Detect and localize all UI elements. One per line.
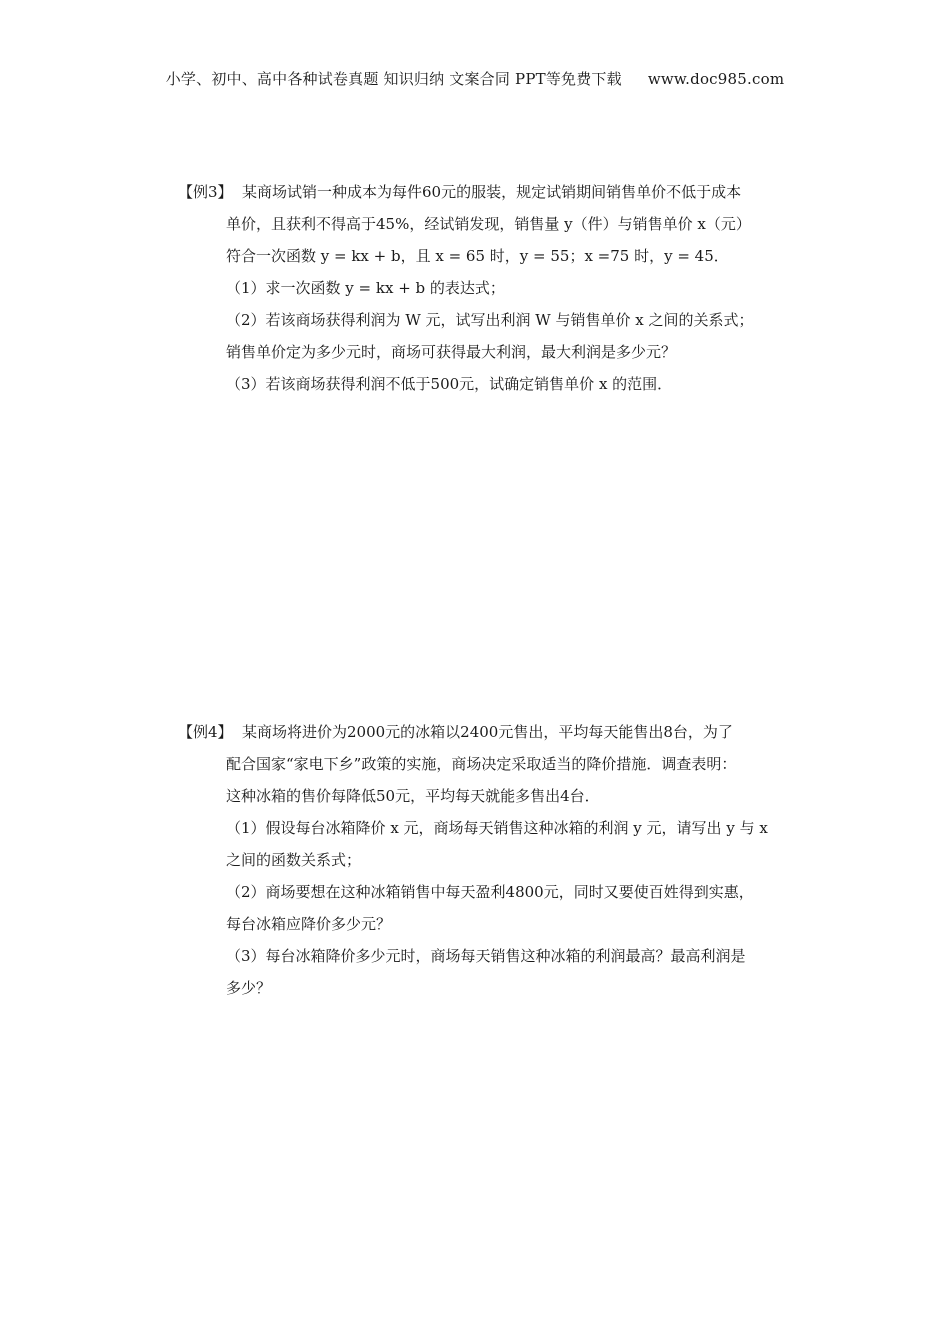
example-3-question-2-cont: 销售单价定为多少元时，商场可获得最大利润，最大利润是多少元？ (226, 343, 677, 361)
example-3-question-3: （3）若该商场获得利润不低于500元，试确定销售单价 x 的范围． (226, 375, 673, 393)
example-4-question-1-cont: 之间的函数关系式； (226, 851, 362, 869)
example-3-tag: 【例3】 (178, 183, 233, 201)
example-3-line-1: 【例3】 某商场试销一种成本为每件60元的服装，规定试销期间销售单价不低于成本 (178, 176, 818, 208)
header-text: 小学、初中、高中各种试卷真题 知识归纳 文案合同 PPT等免费下载 (165, 70, 622, 88)
header-url: www.doc985.com (647, 70, 785, 88)
example-4-question-3: （3）每台冰箱降价多少元时，商场每天销售这种冰箱的利润最高？最高利润是 (226, 947, 746, 965)
example-4-question-3-cont: 多少？ (226, 979, 272, 997)
page-header (0, 68, 950, 89)
example-4-question-1: （1）假设每台冰箱降价 x 元，商场每天销售这种冰箱的利润 y 元，请写出 y 与 x (226, 819, 768, 837)
example-4-line-2: 配合国家“家电下乡”政策的实施，商场决定采取适当的降价措施．调查表明： (226, 755, 737, 773)
example-3 (178, 176, 818, 400)
example-3-question-1: （1）求一次函数 y = kx + b 的表达式； (226, 279, 505, 297)
example-4-question-2-cont: 每台冰箱应降价多少元？ (226, 915, 392, 933)
example-4-tag: 【例4】 (178, 723, 233, 741)
example-4-line-1: 【例4】 某商场将进价为2000元的冰箱以2400元售出，平均每天能售出8台，为了 (178, 716, 818, 748)
example-3-line-3: 符合一次函数 y = kx + b，且 x = 65 时，y = 55；x =75 时，y = 45． (226, 247, 729, 265)
example-4 (178, 716, 818, 1004)
example-4-line-3: 这种冰箱的售价每降低50元，平均每天就能多售出4台． (226, 787, 600, 805)
example-3-line-2: 单价，且获利不得高于45%，经试销发现，销售量 y（件）与销售单价 x（元） (226, 215, 751, 233)
example-3-question-2: （2）若该商场获得利润为 W 元，试写出利润 W 与销售单价 x 之间的关系式； (226, 311, 754, 329)
example-4-question-2: （2）商场要想在这种冰箱销售中每天盈利4800元，同时又要使百姓得到实惠， (226, 883, 754, 901)
